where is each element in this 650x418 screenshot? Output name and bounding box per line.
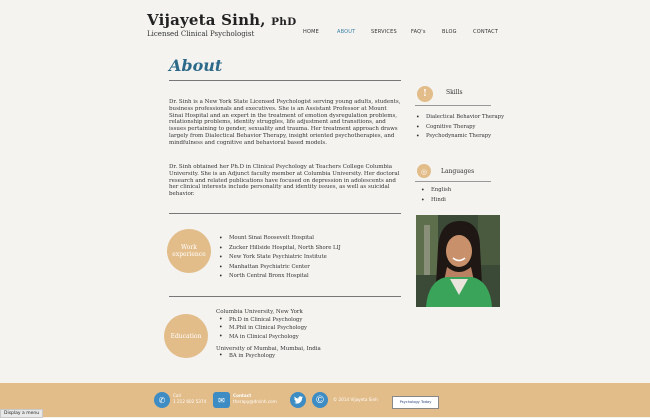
list-item: • Hindi [421, 196, 451, 206]
profile-photo [416, 215, 500, 307]
call-value[interactable]: 1 212 602 5374 [173, 398, 207, 404]
education-label: Education [170, 332, 202, 340]
languages-divider [415, 181, 491, 182]
nav-contact[interactable]: CONTACT [473, 29, 499, 35]
languages-list [421, 186, 451, 205]
status-bar: Display a menu [0, 409, 43, 418]
list-item: • BA in Psychology [219, 352, 275, 360]
page-title: About [169, 56, 223, 75]
section-divider [169, 213, 401, 214]
psychology-today-badge[interactable] [392, 396, 439, 409]
phone-icon[interactable]: ✆ [154, 392, 170, 408]
list-item: • Manhattan Psychiatric Center [219, 263, 341, 273]
list-item: • Dialectical Behavior Therapy [416, 113, 506, 123]
nav-home[interactable]: HOME [303, 29, 319, 35]
list-item: • MA in Clinical Psychology [219, 333, 307, 341]
call-label: Call [173, 393, 181, 398]
skills-title: Skills [446, 89, 463, 96]
about-paragraph-2: Dr. Sinh obtained her Ph.D in Clinical Psychology at Teachers College Columbia University. She is an Adjunct faculty member at Columbia University. Her doctoral research and related publications have focused on depression in adolescents and her clinical interests include personality and identity issues, as well as suicidal behavior. [169, 164, 400, 198]
work-experience-label: Work experience [172, 244, 206, 258]
skills-icon: ! [417, 86, 433, 102]
site-name-suffix: PhD [271, 16, 297, 28]
profile-photo-image [416, 215, 500, 307]
copyright-icon: © [312, 392, 328, 408]
twitter-icon[interactable] [290, 392, 306, 408]
site-name[interactable] [147, 11, 296, 29]
skills-list [416, 113, 506, 142]
nav-services[interactable]: SERVICES [371, 29, 397, 35]
list-item: • New York State Psychiatric Institute [219, 253, 341, 263]
site-name-text: Vijayeta Sinh, [147, 11, 266, 29]
nav-blog[interactable]: BLOG [442, 29, 457, 35]
work-experience-badge [167, 229, 211, 273]
footer [0, 383, 650, 417]
languages-icon: ◎ [417, 164, 431, 178]
contact-block [233, 393, 277, 404]
about-paragraph-1: Dr. Sinh is a New York State Licensed Psychologist serving young adults, students, business professionals and executives. She is an Assistant Professor at Mount Sinai Hospital and an expert in the treatment of emotion dysregulation problems, relationship problems, identity struggles, life adjustment and transitions, and issues pertaining to gender, sexuality and trauma. Her treatment approach draws largely from Dialectical Behavior Therapy, insight oriented psychotherapies, and mindfulness and cognitive and behavioral based models. [169, 99, 401, 146]
education-list-1 [219, 316, 307, 341]
contact-value[interactable]: therapy@drsinh.com [233, 398, 277, 404]
skills-divider [415, 105, 491, 106]
education-school-1: Columbia University, New York [216, 309, 303, 315]
twitter-bird-icon [294, 396, 303, 404]
list-item: • North Central Bronx Hospital [219, 272, 341, 282]
site-subtitle: Licensed Clinical Psychologist [147, 30, 255, 38]
title-divider [169, 80, 401, 81]
email-icon[interactable]: ✉ [213, 392, 230, 408]
nav-faqs[interactable]: FAQ's [411, 29, 426, 35]
contact-label: Contact [233, 393, 252, 398]
list-item: • Cognitive Therapy [416, 123, 506, 133]
badge-text: Psychology Today [399, 400, 432, 404]
list-item: • English [421, 186, 451, 196]
section-divider [169, 296, 401, 297]
list-item: • M.Phil in Clinical Psychology [219, 324, 307, 332]
copyright-text: © 2014 Vijayeta Sinh [333, 397, 378, 402]
list-item: • Psychodynamic Therapy [416, 132, 506, 142]
list-item: • Zucker Hillside Hospital, North Shore LIJ [219, 244, 341, 254]
nav-about[interactable]: ABOUT [337, 29, 356, 35]
languages-title: Languages [441, 168, 475, 175]
call-block [173, 393, 206, 404]
education-school-2: University of Mumbai, Mumbai, India [216, 346, 321, 352]
education-list-2 [219, 352, 275, 360]
work-experience-list [219, 234, 341, 282]
list-item: • Ph.D in Clinical Psychology [219, 316, 307, 324]
education-badge [164, 314, 208, 358]
list-item: • Mount Sinai Roosevelt Hospital [219, 234, 341, 244]
